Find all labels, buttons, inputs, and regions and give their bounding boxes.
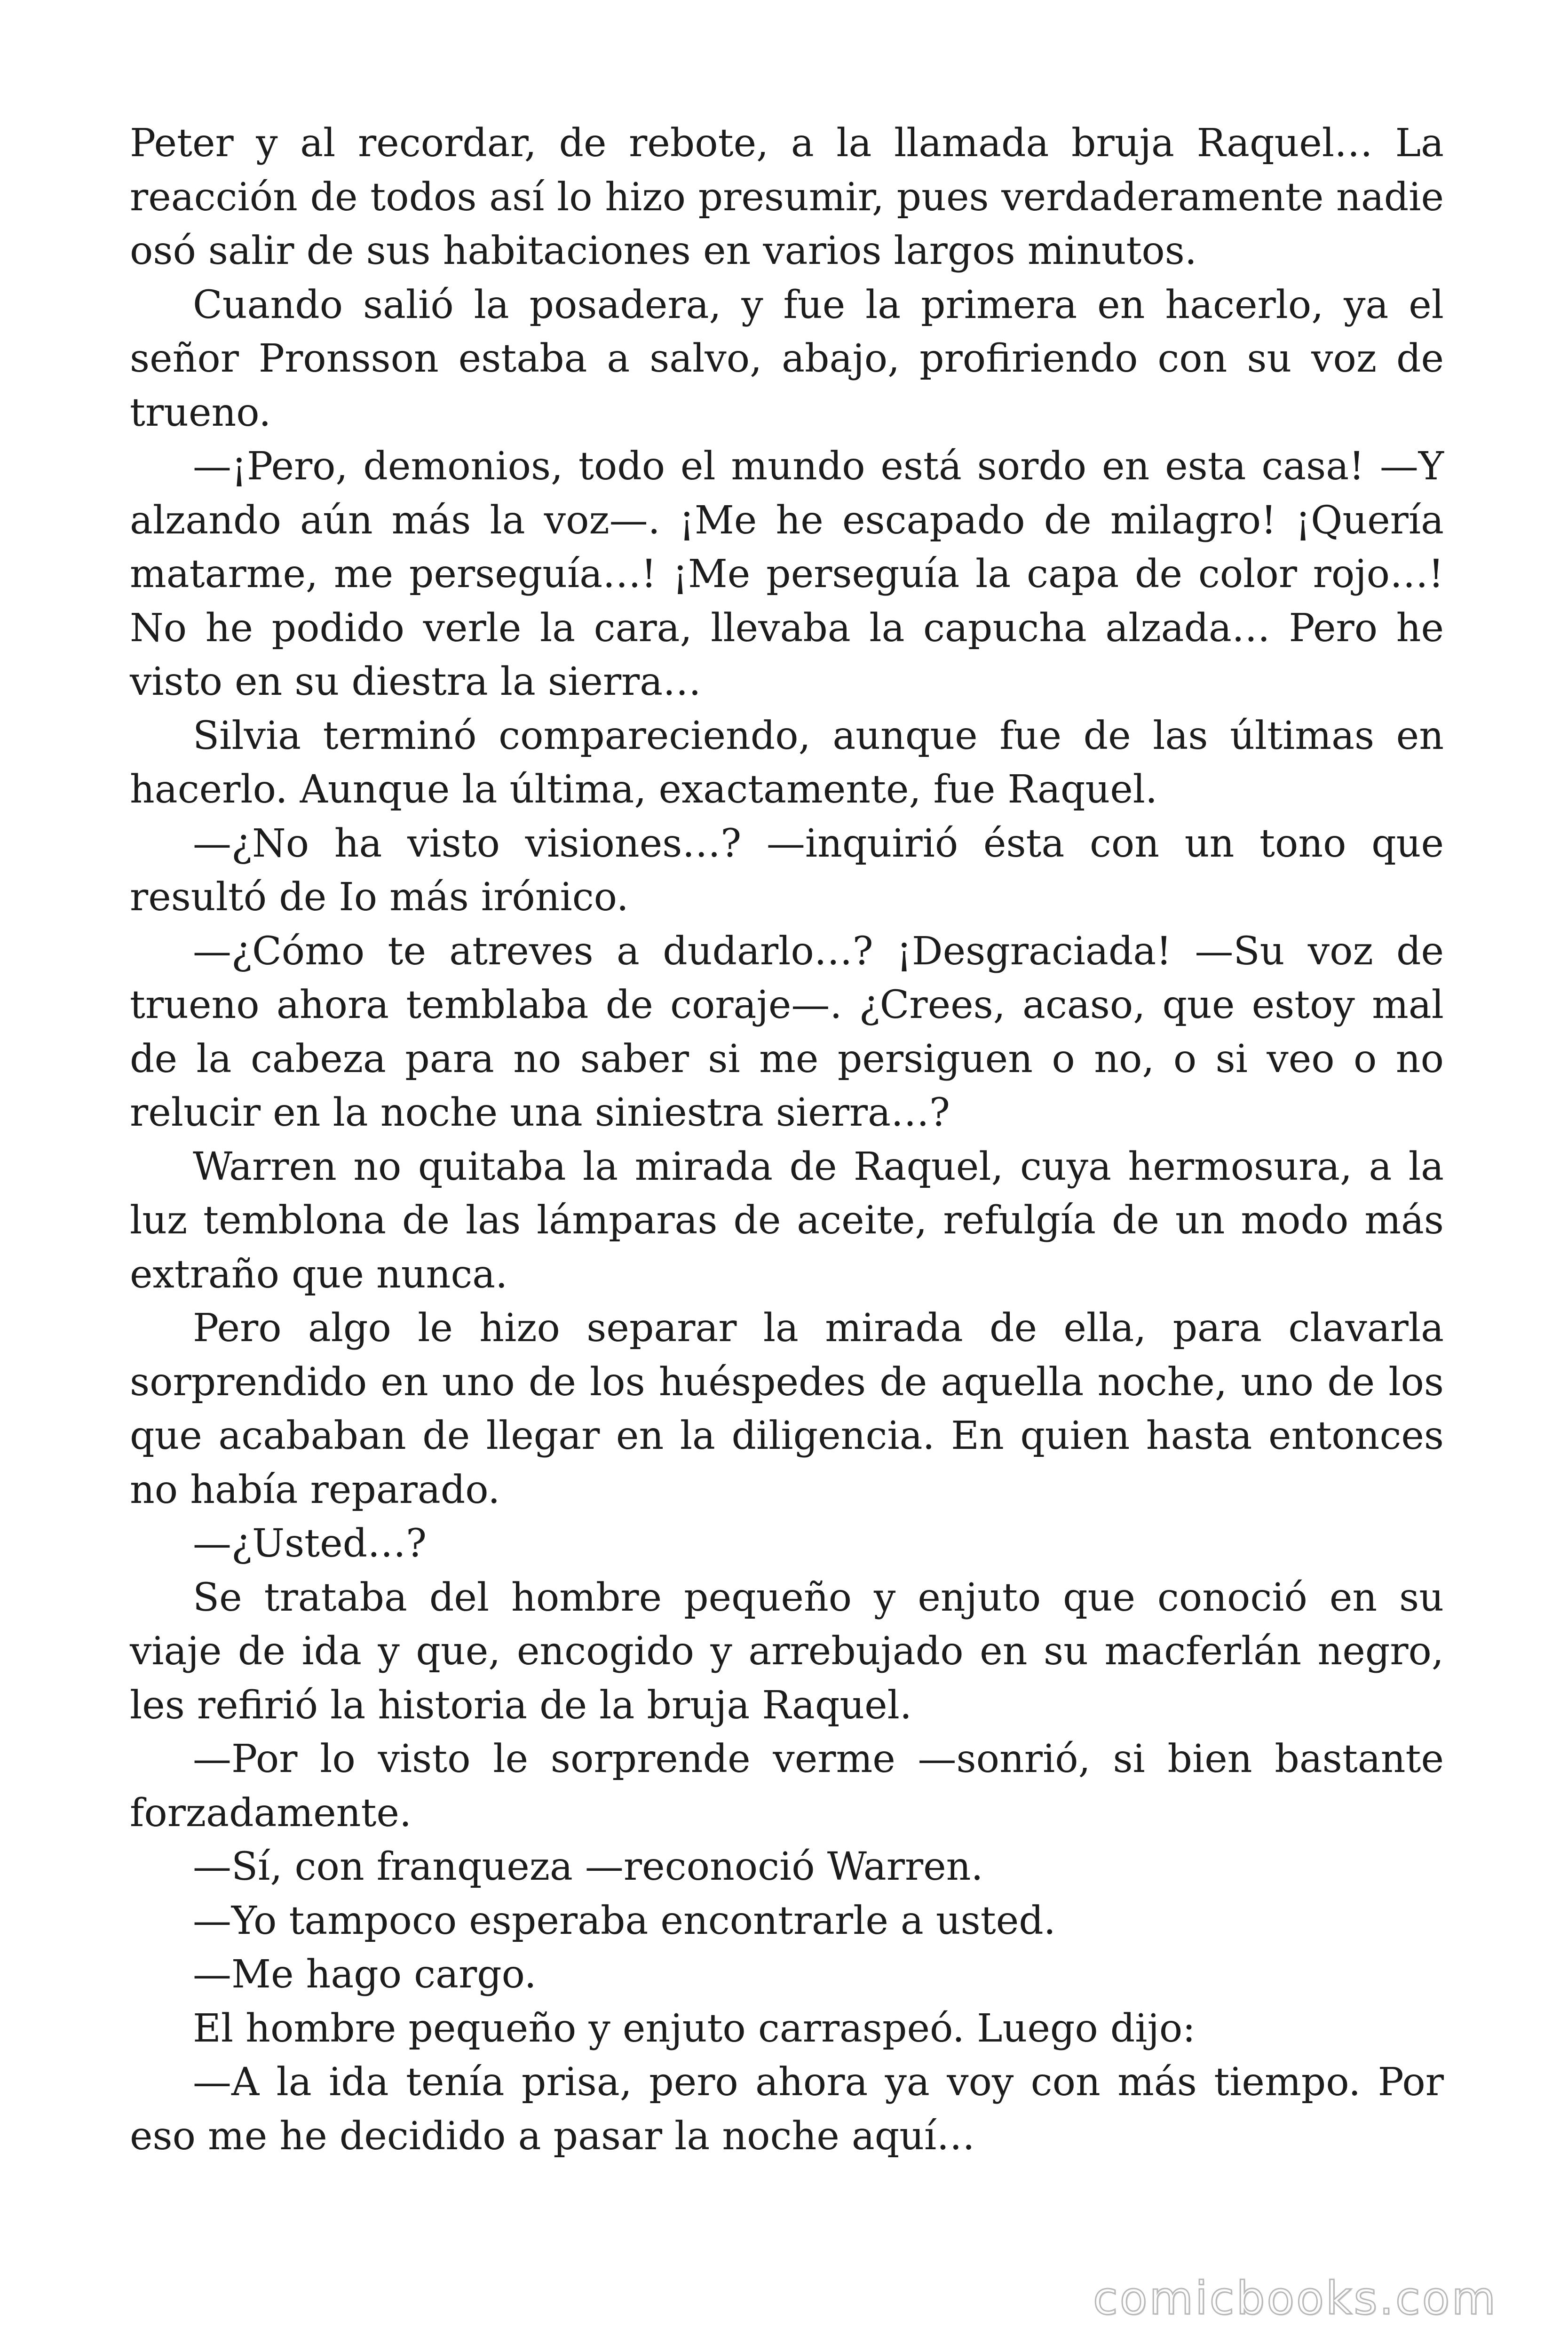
paragraph-8: Pero algo le hizo separar la mirada de ella, para clavarla sorprendido en uno de los huéspedes de aquella noche, uno de los que acababan de llegar en la diligencia. En quien hasta entonces no había reparado.: [130, 1306, 1444, 1512]
watermark: comicbooks.com: [1093, 2272, 1497, 2325]
paragraph-15: El hombre pequeño y enjuto carraspeó. Luego dijo:: [193, 2006, 1196, 2051]
paragraph-7: Warren no quitaba la mirada de Raquel, cuya hermosura, a la luz temblona de las lámparas de aceite, refulgía de un modo más extraño que nunca.: [130, 1144, 1444, 1297]
paragraph-10: Se trataba del hombre pequeño y enjuto que conoció en su viaje de ida y que, encogido y arrebujado en su macferlán negro, les refirió la historia de la bruja Raquel.: [130, 1575, 1444, 1728]
paragraph-11: —Por lo visto le sorprende verme —sonrió, si bien bastante forzadamente.: [130, 1737, 1444, 1836]
paragraph-14: —Me hago cargo.: [193, 1952, 537, 1997]
paragraph-2: Cuando salió la posadera, y fue la primera en hacerlo, ya el señor Pronsson estaba a salvo, abajo, profiriendo con su voz de trueno.: [130, 282, 1444, 435]
paragraph-4: Silvia terminó compareciendo, aunque fue de las últimas en hacerlo. Aunque la última, exactamente, fue Raquel.: [130, 713, 1444, 812]
paragraph-12: —Sí, con franqueza —reconoció Warren.: [193, 1844, 983, 1889]
paragraph-13: —Yo tampoco esperaba encontrarle a usted.: [193, 1898, 1056, 1943]
paragraph-9: —¿Usted…?: [193, 1521, 427, 1566]
paragraph-6: —¿Cómo te atreves a dudarlo…? ¡Desgraciada! —Su voz de trueno ahora temblaba de coraje—. ¿Crees, acaso, que estoy mal de la cabeza para no saber si me persiguen o no, o si veo o no relucir en la noche una siniestra sierra…?: [130, 929, 1444, 1135]
paragraph-16: —A la ida tenía prisa, pero ahora ya voy con más tiempo. Por eso me he decidido a pasar la noche aquí…: [130, 2060, 1444, 2159]
paragraph-5: —¿No ha visto visiones…? —inquirió ésta con un tono que resultó de Io más irónico.: [130, 821, 1444, 920]
paragraph-1: Peter y al recordar, de rebote, a la llamada bruja Raquel… La reacción de todos así lo hizo presumir, pues verdaderamente nadie osó salir de sus habitaciones en varios largos minutos.: [130, 121, 1444, 273]
body-text: [130, 117, 1444, 2163]
paragraph-3: —¡Pero, demonios, todo el mundo está sordo en esta casa! —Y alzando aún más la voz—. ¡Me he escapado de milagro! ¡Quería matarme, me perseguía…! ¡Me perseguía la capa de color rojo…! No he podido verle la cara, llevaba la capucha alzada… Pero he visto en su diestra la sierra…: [130, 444, 1444, 704]
